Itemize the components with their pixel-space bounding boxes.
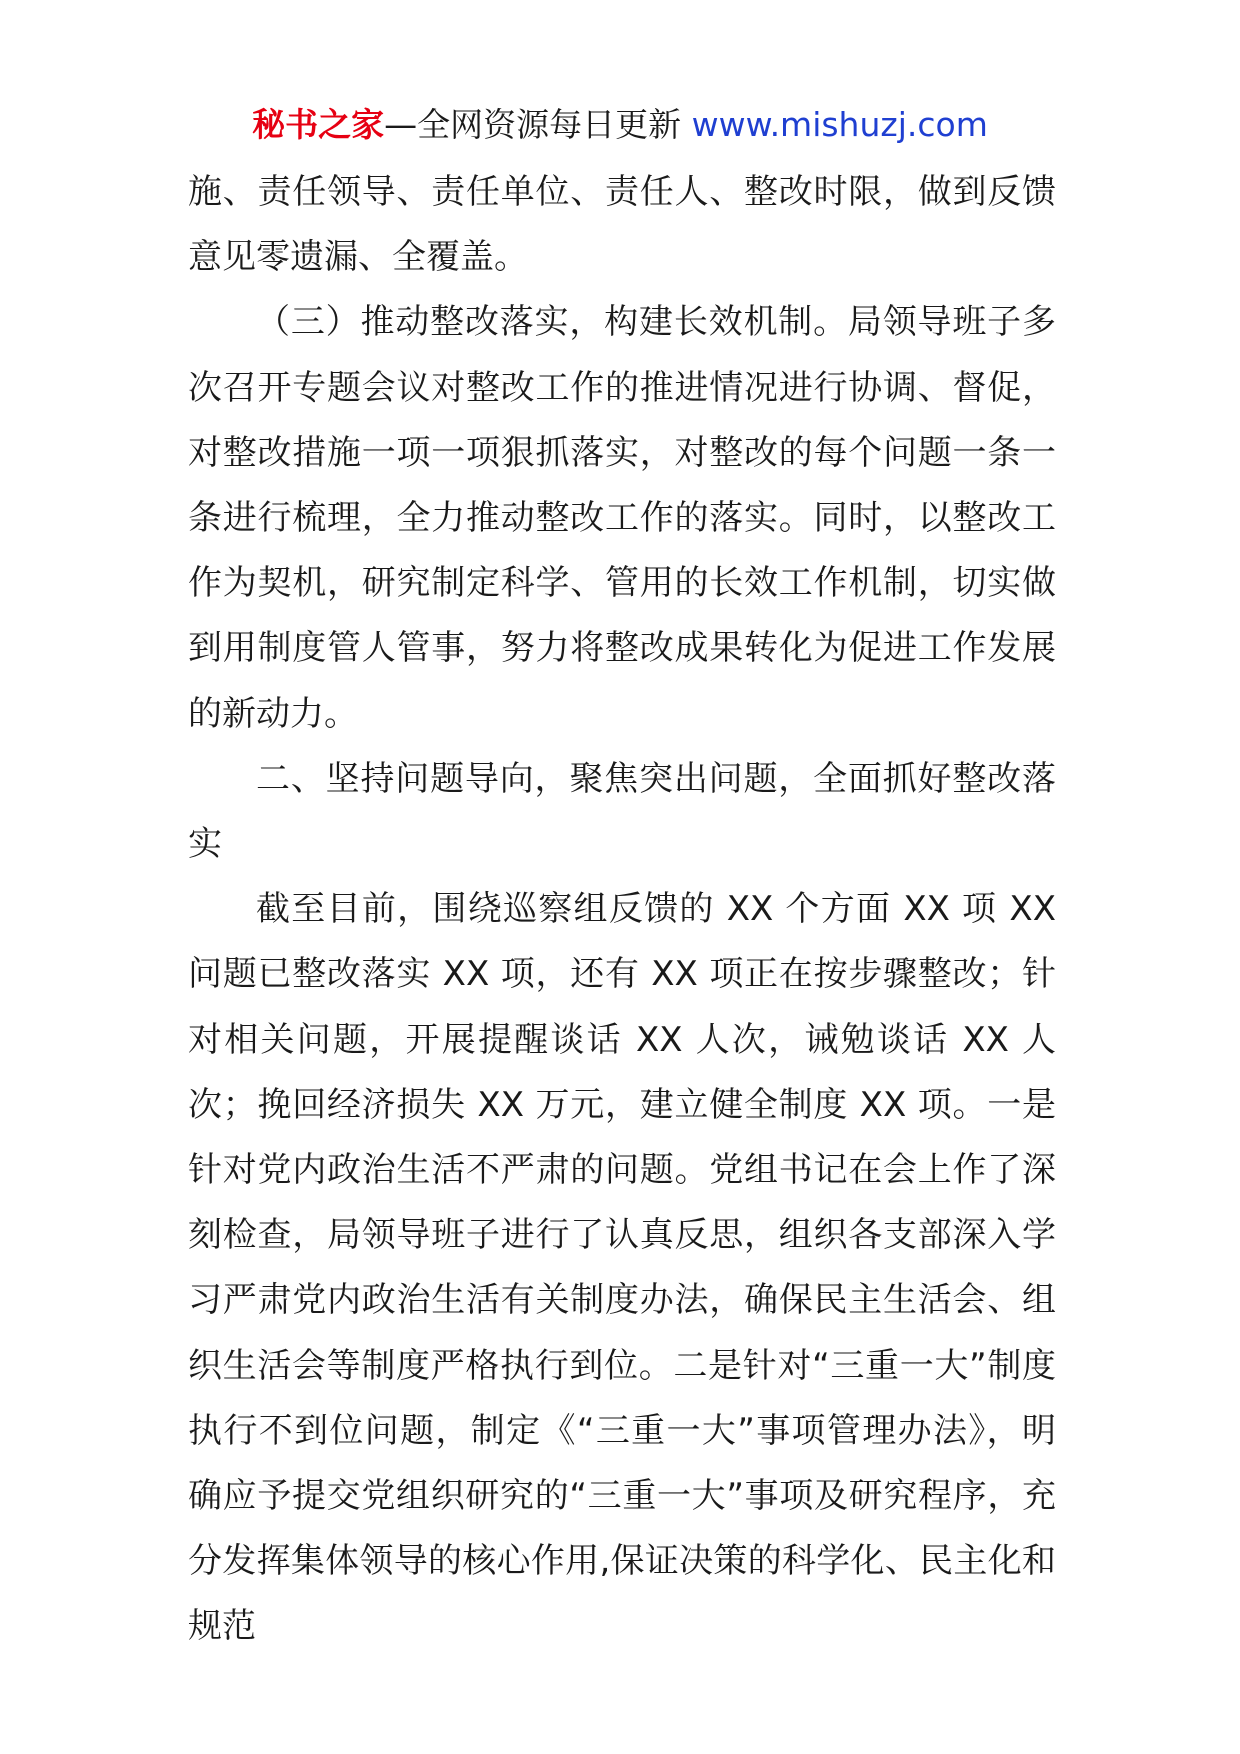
page-header [0, 100, 1240, 150]
header-url[interactable]: www.mishuzj.com [691, 105, 988, 144]
header-slogan: —全网资源每日更新 [384, 105, 682, 144]
document-body [188, 160, 1056, 1660]
paragraph-section-three: （三）推动整改落实，构建长效机制。局领导班子多次召开专题会议对整改工作的推进情况进行协调、督促，对整改措施一项一项狠抓落实，对整改的每个问题一条一条进行梳理，全力推动整改工作的落实。同时，以整改工作为契机，研究制定科学、管用的长效工作机制，切实做到用制度管人管事，努力将整改成果转化为促进工作发展的新动力。 [188, 302, 1056, 734]
paragraph-progress: 截至目前，围绕巡察组反馈的 XX 个方面 XX 项 XX 问题已整改落实 XX 项，还有 XX 项正在按步骤整改；针对相关问题，开展提醒谈话 XX 人次，诫勉谈话 XX 人次；挽回经济损失 XX 万元，建立健全制度 XX 项。一是针对党内政治生活不严肃的问题。党组书记在会上作了深刻检查，局领导班子进行了认真反思，组织各支部深入学习严肃党内政治生活有关制度办法，确保民主生活会、组织生活会等制度严格执行到位。二是针对“三重一大”制度执行不到位问题，制定《“三重一大”事项管理办法》，明确应予提交党组织研究的“三重一大”事项及研究程序，充分发挥集体领导的核心作用,保证决策的科学化、民主化和规范 [188, 889, 1056, 1647]
paragraph-continuation: 施、责任领导、责任单位、责任人、整改时限，做到反馈意见零遗漏、全覆盖。 [188, 172, 1056, 278]
header-brand: 秘书之家 [252, 105, 385, 144]
section-heading-two: 二、坚持问题导向，聚焦突出问题，全面抓好整改落实 [188, 758, 1056, 865]
